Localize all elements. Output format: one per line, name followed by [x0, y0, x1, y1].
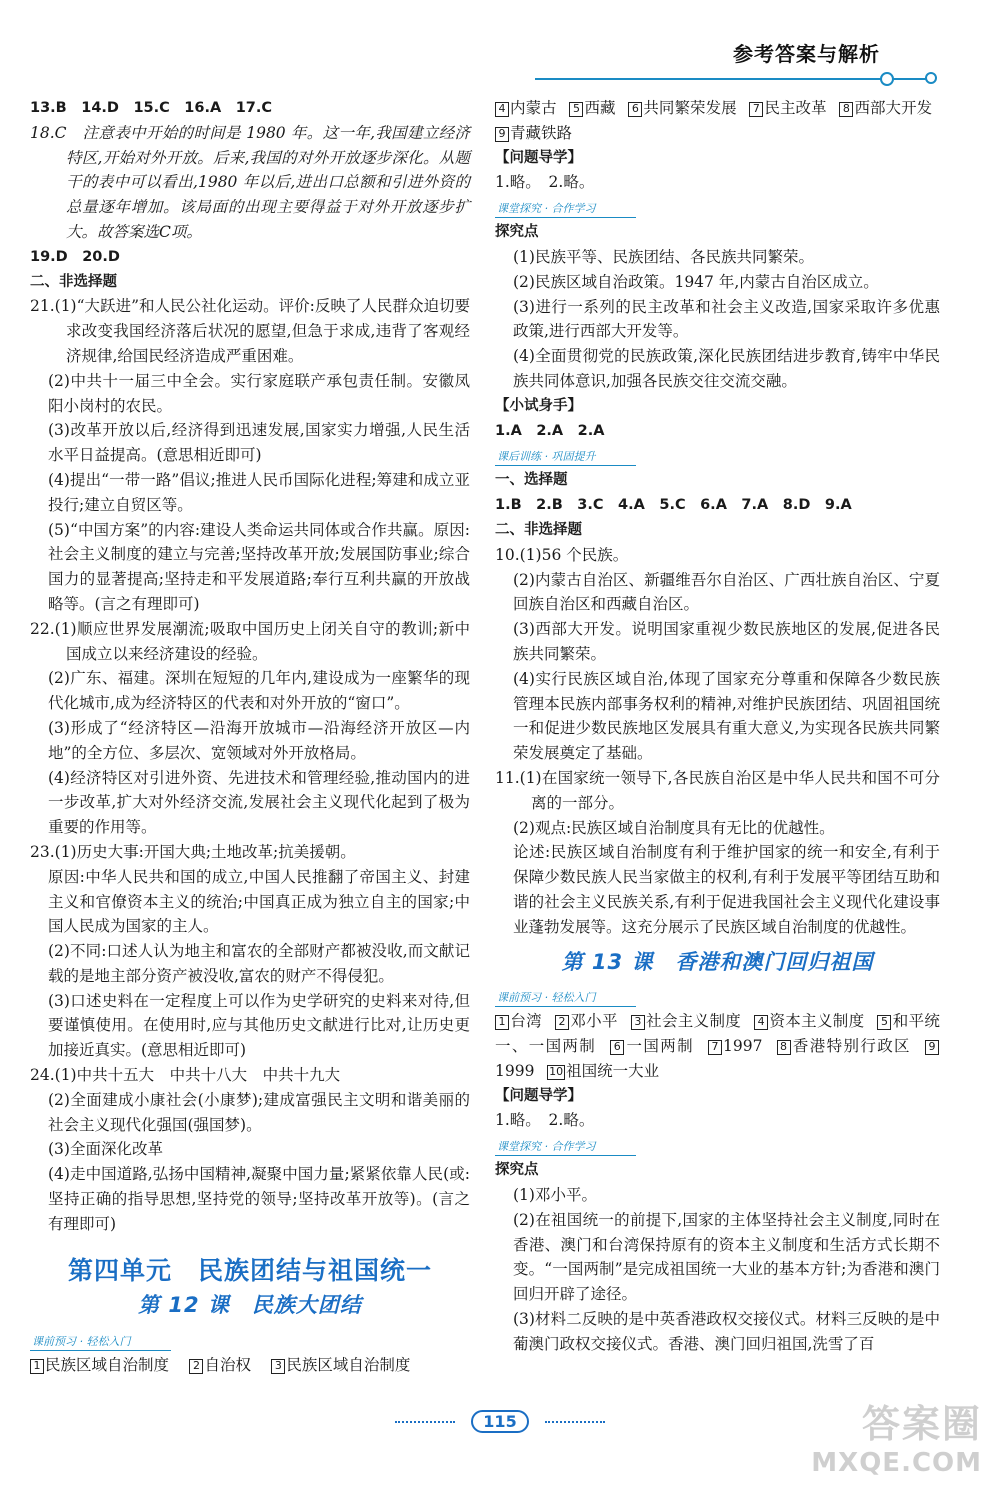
- blank-answer: 台湾: [510, 1012, 542, 1031]
- page-number-text: 115: [471, 1410, 528, 1433]
- blank-number: 1: [30, 1359, 44, 1374]
- blank-answer: 一国两制: [625, 1037, 694, 1056]
- answer-q23-3: (3)口述史料在一定程度上可以作为史学研究的史料来对待,但要谨慎使用。在使用时,应与其他历史文献进行比对,让历史更加接近真实。(意思相近即可): [48, 991, 470, 1060]
- explore13-answer-1: (1)邓小平。: [513, 1186, 597, 1205]
- watermark-url: MXQE.COM: [811, 1448, 982, 1478]
- answer-line: 19.D 20.D: [30, 248, 120, 265]
- blank-answer: 民族区域自治制度: [286, 1356, 411, 1375]
- blank-answer: 青藏铁路: [510, 123, 573, 142]
- answer-q11-2: (2)观点:民族区域自治制度具有无比的优越性。: [513, 818, 835, 837]
- unit-title: 第四单元 民族团结与祖国统一: [67, 1255, 432, 1285]
- header-title: 参考答案与解析: [733, 42, 880, 66]
- lesson-12-blanks: [30, 1353, 470, 1378]
- preview-tag: 课前预习 · 轻松入门: [30, 1334, 171, 1351]
- footer-dots: [395, 1421, 455, 1423]
- answer-q11-1: 11.(1)在国家统一领导下,各民族自治区是中华人民共和国不可分离的一部分。: [495, 768, 940, 812]
- blank-number: 2: [189, 1359, 203, 1374]
- section-heading: 二、非选择题: [495, 521, 582, 538]
- blank-number: 2: [555, 1015, 569, 1030]
- watermark-logo-text: 答案圈: [861, 1402, 982, 1446]
- explore-answer-4: (4)全面贯彻党的民族政策,深化民族团结进步教育,铸牢中华民族共同体意识,加强各民族交往交流交融。: [513, 347, 940, 390]
- answer-q10-3: (3)西部大开发。说明国家重视少数民族地区的发展,促进各民族共同繁荣。: [513, 620, 940, 663]
- blank-number: 9: [925, 1040, 939, 1055]
- blank-number: 3: [631, 1015, 645, 1030]
- footer-dots: [545, 1421, 605, 1423]
- guide-answer: 1.略。 2.略。: [495, 173, 595, 192]
- answer-q21-4: (4)提出“一带一路”倡议;推进人民币国际化进程;筹建和成立亚投行;建立自贸区等。: [48, 470, 470, 514]
- answer-q21-5: (5)“中国方案”的内容:建设人类命运共同体或合作共赢。原因:社会主义制度的建立与完善;坚持改革开放;发展国防事业;综合国力的显著提高;坚持走和平发展道路;奉行互利共赢的开放战略等。(言之有理即可): [48, 520, 470, 613]
- answer-q21-2: (2)中共十一届三中全会。实行家庭联产承包责任制。安徽凤阳小岗村的农民。: [48, 371, 470, 415]
- left-column: [30, 96, 470, 1378]
- answer-q21-3: (3)改革开放以后,经济得到迅速发展,国家实力增强,人民生活水平日益提高。(意思相近即可): [48, 421, 470, 465]
- blank-answer: 和平统一、一国两制: [495, 1012, 940, 1056]
- answer-q22-3: (3)形成了“经济特区—沿海开放城市—沿海经济开放区—内地”的全方位、多层次、宽领域对外开放格局。: [48, 718, 470, 762]
- preview-tag: 课前预习 · 轻松入门: [495, 990, 636, 1007]
- mc-answers: 1.B 2.B 3.C 4.A 5.C 6.A 7.A 8.D 9.A: [495, 497, 852, 514]
- explore-tag: 课堂探究 · 合作学习: [495, 201, 636, 218]
- lesson-12-title: 第 12 课 民族大团结: [138, 1293, 362, 1318]
- blank-number: 10: [549, 1064, 564, 1078]
- blank-number: 7: [708, 1040, 722, 1055]
- blank-number: 9: [495, 127, 509, 142]
- answer-q24-4: (4)走中国道路,弘扬中国精神,凝聚中国力量;紧紧依靠人民(或:坚持正确的指导思想,坚持党的领导;坚持改革开放等)。(言之有理即可): [48, 1165, 470, 1233]
- explore13-answer-3: (3)材料二反映的是中英香港政权交接仪式。材料三反映的是中葡澳门政权交接仪式。香港、澳门回归祖国,洗雪了百: [513, 1310, 940, 1353]
- lesson-13-title: 第 13 课 香港和澳门回归祖国: [561, 949, 874, 974]
- blank-answer: 祖国统一大业: [566, 1061, 660, 1080]
- answer-q18: 18.C 注意表中开始的时间是 1980 年。这一年,我国建立经济特区,开始对外开放。后来,我国的对外开放逐步深化。从题干的表中可以看出,1980 年以后,进出口总额和引进外资的总量逐年增加。该局面的出现主要得益于对外开放逐步扩大。故答案选C项。: [30, 123, 470, 241]
- try-answer: 1.A 2.A 2.A: [495, 422, 605, 439]
- answer-q23-1b: 原因:中华人民共和国的成立,中国人民推翻了帝国主义、封建主义和官僚资本主义的统治;中国真正成为独立自主的国家;中国人民成为国家的主人。: [48, 867, 470, 936]
- blank-number: 4: [495, 102, 509, 117]
- answer-q23-1: 23.(1)历史大事:开国大典;土地改革;抗美援朝。: [30, 842, 356, 861]
- answer-q11-3: 论述:民族区域自治制度有利于维护国家的统一和安全,有利于保障少数民族人民当家做主的权利,有利于发展平等团结互助和谐的社会主义民族关系,有利于促进我国社会主义现代化建设事业蓬勃发展等。这充分展示了民族区域自治制度的优越性。: [513, 843, 940, 936]
- blank-number: 5: [569, 102, 583, 117]
- explore13-answer-2: (2)在祖国统一的前提下,国家的主体坚持社会主义制度,同时在香港、澳门和台湾保持原有的资本主义制度和生活方式长期不变。“一国两制”是完成祖国统一大业的基本方针;为香港和澳门回归开辟了途径。: [513, 1210, 940, 1304]
- after-class-tag: 课后训练 · 巩固提升: [495, 449, 636, 466]
- answer-q24-2: (2)全面建成小康社会(小康梦);建成富强民主文明和谐美丽的社会主义现代化强国(强国梦)。: [48, 1090, 470, 1134]
- blank-answer: 西藏: [584, 99, 616, 117]
- answer-line: 13.B 14.D 15.C 16.A 17.C: [30, 100, 273, 116]
- blank-answer: 1999: [495, 1061, 535, 1080]
- blank-answer: 1997: [723, 1037, 763, 1056]
- blank-answer: 共同繁荣发展: [643, 99, 737, 117]
- blank-answer: 西部大开发: [854, 99, 933, 117]
- lesson-12-blanks-cont: [495, 96, 940, 146]
- explore-point-heading: 探究点: [495, 1162, 539, 1179]
- answer-q10-4: (4)实行民族区域自治,体现了国家充分尊重和保障各少数民族管理本民族内部事务权利的精神,对维护民族团结、巩固祖国统一和促进少数民族地区发展具有重大意义,为实现各民族共同繁荣发展奠定了基础。: [513, 669, 940, 763]
- blank-answer: 香港特别行政区: [791, 1037, 911, 1056]
- explore-answer-2: (2)民族区域自治政策。1947 年,内蒙古自治区成立。: [513, 272, 879, 291]
- blank-answer: 邓小平: [570, 1012, 618, 1031]
- guide-heading: 【问题导学】: [495, 149, 582, 166]
- right-column: [495, 96, 940, 1357]
- explore-point-heading: 探究点: [495, 224, 539, 241]
- blank-answer: 社会主义制度: [645, 1012, 742, 1031]
- blank-number: 8: [839, 102, 853, 117]
- section-heading: 二、非选择题: [30, 273, 117, 290]
- guide-answer: 1.略。 2.略。: [495, 1111, 595, 1130]
- answer-q22-2: (2)广东、福建。深圳在短短的几年内,建设成为一座繁华的现代化城市,成为经济特区的代表和对外开放的“窗口”。: [48, 669, 470, 713]
- answer-q23-2: (2)不同:口述人认为地主和富农的全部财产都被没收,而文献记载的是地主部分资产被没收,富农的财产不得侵犯。: [48, 942, 470, 985]
- blank-answer: 民族区域自治制度: [45, 1356, 170, 1375]
- blank-number: 4: [754, 1015, 768, 1030]
- watermark: [811, 1393, 982, 1478]
- answer-q10-2: (2)内蒙古自治区、新疆维吾尔自治区、广西壮族自治区、宁夏回族自治区和西藏自治区。: [513, 570, 940, 614]
- blank-answer: 内蒙古: [510, 99, 557, 117]
- header-rule: [535, 78, 930, 80]
- header-dot-icon: [880, 72, 894, 86]
- explore-tag: 课堂探究 · 合作学习: [495, 1139, 636, 1156]
- blank-number: 6: [628, 102, 642, 117]
- blank-number: 1: [495, 1015, 509, 1030]
- answer-q22-1: 22.(1)顺应世界发展潮流;吸取中国历史上闭关自守的教训;新中国成立以来经济建设的经验。: [30, 619, 470, 663]
- blank-number: 3: [271, 1359, 285, 1374]
- lesson-13-blanks: [495, 1009, 940, 1083]
- answer-q24-1: 24.(1)中共十五大 中共十八大 中共十九大: [30, 1066, 341, 1085]
- answer-q21-1: 21.(1)“大跃进”和人民公社化运动。评价:反映了人民群众迫切要求改变我国经济落后状况的愿望,但急于求成,违背了客观经济规律,给国民经济造成严重困难。: [30, 297, 470, 365]
- blank-number: 6: [610, 1040, 624, 1055]
- page-number: [455, 1410, 545, 1433]
- answer-q24-3: (3)全面深化改革: [48, 1140, 163, 1159]
- try-heading: 【小试身手】: [495, 397, 582, 414]
- explore-answer-3: (3)进行一系列的民主改革和社会主义改造,国家采取许多优惠政策,进行西部大开发等。: [513, 297, 940, 341]
- blank-answer: 自治权: [204, 1356, 251, 1375]
- blank-answer: 资本主义制度: [769, 1012, 865, 1031]
- blank-number: 8: [777, 1040, 791, 1055]
- guide-heading: 【问题导学】: [495, 1087, 582, 1104]
- blank-number: 7: [749, 102, 763, 117]
- section-heading: 一、选择题: [495, 472, 568, 489]
- blank-answer: 民主改革: [764, 99, 827, 117]
- header-dot-icon: [925, 72, 937, 84]
- explore-answer-1: (1)民族平等、民族团结、各民族共同繁荣。: [513, 247, 814, 266]
- answer-q22-4: (4)经济特区对引进外资、先进技术和管理经验,推动国内的进一步改革,扩大对外经济交流,发展社会主义现代化起到了极为重要的作用等。: [48, 768, 470, 837]
- answer-q10-1: 10.(1)56 个民族。: [495, 545, 629, 564]
- blank-number: 5: [877, 1015, 891, 1030]
